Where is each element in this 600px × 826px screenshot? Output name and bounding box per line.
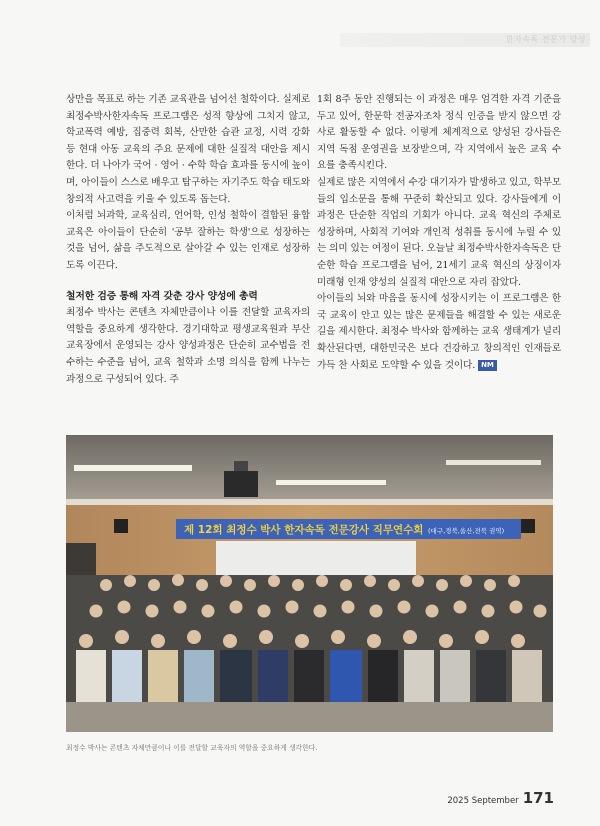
body-paragraph: 최정수 박사는 콘텐츠 자체만큼이나 이를 전달할 교육자의 역할을 중요하게 생각한다. 경기대학교 평생교육원과 부산 교육장에서 운영되는 강사 양성과정은 단순히 교수법을 전수하는 수준을 넘어, 교육 철학과 소명 의식을 함께 나누는 과정으로 구성되어 있다. 주	[66, 307, 310, 385]
issue-date: 2025 September	[447, 796, 519, 806]
article-right-column	[317, 92, 561, 374]
article-left-column	[66, 92, 310, 388]
body-paragraph: 실제로 많은 지역에서 수강 대기자가 발생하고 있고, 학부모들의 입소문을 통해 꾸준히 확산되고 있다. 강사들에게 이 과정은 단순한 직업의 기회가 아니다. 교육 혁신의 주체로 성장하며, 사회적 기여와 개인적 성취를 동시에 누릴 수 있는 의미 있는 여정이 된다. 오늘날 최정수박사한자속독은 단순한 학습 프로그램을 넘어, 21세기 교육 혁신의 상징이자 미래형 인재 양성의 실질적 대안으로 자리 잡았다.	[317, 176, 561, 288]
banner-text: 제 12회 최정수 박사 한자속독 전문강사 직무연수회	[184, 524, 424, 536]
banner-subtext: (대구,경북,울산,전북 권역)	[428, 527, 505, 535]
section-subheading: 철저한 검증 통해 자격 갖춘 강사 양성에 총력	[66, 290, 258, 302]
end-mark-badge: NM	[478, 360, 497, 371]
group-photo	[66, 435, 553, 732]
body-paragraph: 1회 8주 동안 진행되는 이 과정은 매우 엄격한 자격 기준을 두고 있어, 한문학 전공자조차 정식 인증을 받지 않으면 강사로 활동할 수 없다. 이렇게 체계적으로 양성된 강사들은 지역 독점 운영권을 보장받으며, 각 지역에서 높은 교육 수요를 충족시킨다.	[317, 94, 561, 172]
body-paragraph: 상만을 목표로 하는 기존 교육관을 넘어선 철학이다. 실제로 최정수박사한자속독 프로그램은 성적 향상에 그치지 않고, 학교폭력 예방, 집중력 회복, 산만한 습관 교정, 시력 강화 등 현대 아동 교육의 주요 문제에 대한 실질적 대안을 제시한다. 더 나아가 국어 · 영어 · 수학 학습 효과를 동시에 높이며, 아이들이 스스로 배우고 탐구하는 자기주도 학습 태도와 창의적 사고력을 키울 수 있도록 돕는다.	[66, 94, 310, 205]
body-paragraph: 이처럼 뇌과학, 교육심리, 언어학, 인성 철학이 결합된 융합 교육은 아이들이 단순히 '공부 잘하는 학생'으로 성장하는 것을 넘어, 삶을 주도적으로 살아갈 수 있는 인재로 성장하도록 이끈다.	[66, 210, 310, 271]
page-footer	[447, 788, 554, 807]
running-header-tag: 한자속독 전문가 양성	[505, 35, 586, 44]
closing-text: 아이들의 뇌와 마음을 동시에 성장시키는 이 프로그램은 한국 교육이 안고 있는 많은 문제들을 해결할 수 있는 새로운 길을 제시한다. 최정수 박사와 함께하는 교육 생태계가 널리 확산된다면, 대한민국은 보다 건강하고 창의적인 인재들로 가득 찬 사회로 도약할 수 있을 것이다.	[317, 293, 561, 371]
body-paragraph	[317, 291, 561, 374]
running-header-bar	[340, 33, 590, 47]
page-number: 171	[522, 789, 554, 807]
photo-caption: 최정수 박사는 콘텐츠 자체만큼이나 이를 전달할 교육자의 역할을 중요하게 생각한다.	[66, 744, 318, 752]
